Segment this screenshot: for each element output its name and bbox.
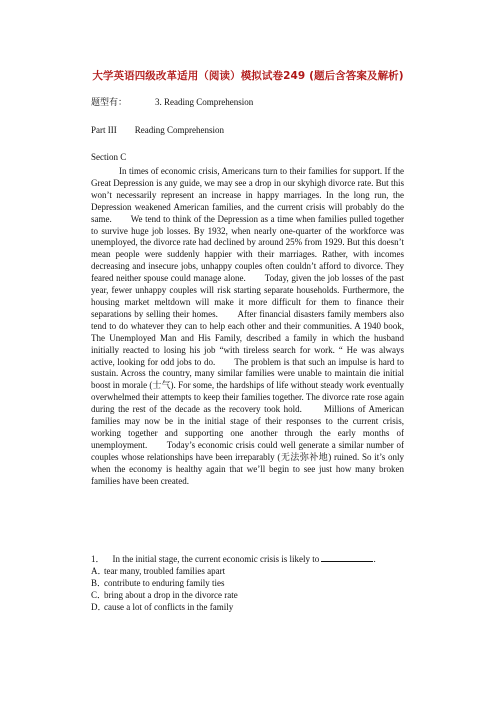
question-number: 1． <box>91 554 105 564</box>
option-letter: C． <box>91 590 107 600</box>
option-letter: B． <box>91 578 107 588</box>
question-1 <box>91 553 404 613</box>
question-stem <box>91 553 404 565</box>
question-end: . <box>373 554 376 564</box>
option-text: contribute to enduring family ties <box>104 578 225 588</box>
option-a[interactable] <box>91 565 404 577</box>
document-title: 大学英语四级改革适用（阅读）模拟试卷249 (题后含答案及解析) <box>92 70 404 82</box>
option-b[interactable] <box>91 577 404 589</box>
answer-blank <box>321 553 376 564</box>
section-heading: Section C <box>91 152 127 162</box>
question-type-line <box>91 97 253 108</box>
question-type-value: 3. Reading Comprehension <box>155 97 254 107</box>
option-letter: D． <box>91 602 107 612</box>
part-heading <box>91 125 224 136</box>
option-c[interactable] <box>91 589 404 601</box>
reading-passage <box>91 166 404 487</box>
option-text: tear many, troubled families apart <box>104 566 226 576</box>
question-text: In the initial stage, the current economic crisis is likely to <box>112 554 320 564</box>
option-letter: A． <box>91 566 107 576</box>
option-d[interactable] <box>91 601 404 613</box>
part-label: Part III <box>91 125 117 135</box>
part-name: Reading Comprehension <box>134 125 224 135</box>
option-text: cause a lot of conflicts in the family <box>104 602 234 612</box>
question-type-label: 题型有： <box>91 97 128 107</box>
passage-text: In times of economic crisis, Americans turn to their families for support. If the Great Depression is any guide, we may see a drop in our skyhigh divorce rate. But this won’t necessarily represent an increase in happy marriages. In the long run, the Depression weakened American families, and the current crisis will probably do the same. We tend to think of the Depression as a time when families pulled together to survive huge job losses. By 1932, when nearly one-quarter of the workforce was unemployed, the divorce rate had declined by around 25% from 1929. But this doesn’t mean people were suddenly happier with their marriages. Rather, with incomes decreasing and insecure jobs, unhappy couples often couldn’t afford to divorce. They feared neither spouse could manage alone. Today, given the job losses of the past year, fewer unhappy couples will risk starting separate households. Furthermore, the housing market meltdown will make it more difficult for them to finance their separations by selling their homes. After financial disasters family members also tend to do whatever they can to help each other and their communities. A 1940 book, The Unemployed Man and His Family, described a family in which the husband initially reacted to losing his job “with tireless search for work. “ He was always active, looking for odd jobs to do. The problem is that such an impulse is hard to sustain. Across the country, many similar families were unable to maintain die initial boost in morale (士气). For some, the hardships of life without steady work eventually overwhelmed their attempts to keep their families together. The divorce rate rose again during the rest of the decade as the recovery took hold. Millions of American families may now be in the initial stage of their responses to the current crisis, working together and supporting one another through the early months of unemployment. Today’s economic crisis could well generate a similar number of couples whose relationships have been irreparably (无法弥补地) ruined. So it’s only when the economy is healthy again that we’ll begin to see just how many broken families have been created. <box>91 166 404 486</box>
option-text: bring about a drop in the divorce rate <box>104 590 238 600</box>
